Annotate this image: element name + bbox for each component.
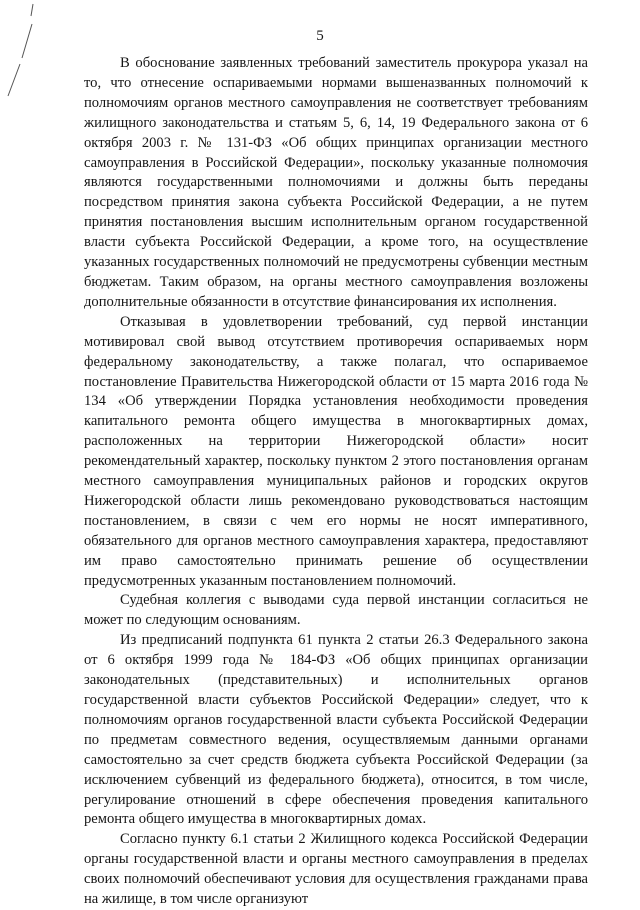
paragraph: Отказывая в удовлетворении требований, суд первой инстанции мотивировал свой вывод отсутствием противоречия оспариваемых норм федеральному законодательству, а также полагал, что оспариваемое постановление Правительства Нижегородской области от 15 марта 2016 года № 134 «Об утверждении Порядка установления необходимости проведения капитального ремонта общего имущества в многоквартирных домах, расположенных на территории Нижегородской области» носит рекомендательный характер, поскольку пунктом 2 этого постановления органам местного самоуправления муниципальных районов и городских округов Нижегородской области лишь рекомендовано руководствоваться настоящим постановлением, в связи с чем его нормы не носят императивного, обязательного для органов местного самоуправления характера, предоставляют им право самостоятельно принимать решение об осуществлении предусмотренных указанным постановлением полномочий. [84,313,588,589]
paragraph: Согласно пункту 6.1 статьи 2 Жилищного кодекса Российской Федерации органы государственной власти и органы местного самоуправления в пределах своих полномочий обеспечивают условия для осуществления гражданами права на жилище, в том числе организуют [84,831,588,908]
paragraph: Из предписаний подпункта 61 пункта 2 статьи 26.3 Федерального закона от 6 октября 1999 года № 184-ФЗ «Об общих принципах организации законодательных (представительных) и исполнительных органов государственной власти субъектов Российской Федерации» следует, что к полномочиям органов государственной власти субъекта Российской Федерации по предметам совместного ведения, осуществляемым данными органами самостоятельно за счет средств бюджета субъекта Российской Федерации (за исключением субвенций из федерального бюджета), относится, в том числе, регулирование отношений в сфере обеспечения проведения капитального ремонта общего имущества в многоквартирных домах. [84,632,588,828]
scan-margin-mark [0,0,60,110]
paragraph: В обоснование заявленных требований заместитель прокурора указал на то, что отнесение оспариваемыми нормами вышеназванных полномочий к полномочиям органов местного самоуправления не соответствует требованиям жилищного законодательства и статьям 5, 6, 14, 19 Федерального закона от 6 октября 2003 г. № 131-ФЗ «Об общих принципах организации местного самоуправления в Российской Федерации», поскольку указанные полномочия являются государственными полномочиями и должны быть переданы посредством принятия закона субъекта Российской Федерации, а не путем принятия постановления высшим исполнительным органом государственной власти субъекта Российской Федерации, а кроме того, на осуществление указанных государственных полномочий не предусмотрены субвенции местным бюджетам. Таким образом, на органы местного самоуправления возложены дополнительные обязанности в отсутствие финансирования их исполнения. [84,55,588,310]
page-number: 5 [316,28,324,44]
document-body [84,54,588,910]
paragraph: Судебная коллегия с выводами суда первой инстанции согласиться не может по следующим основаниям. [84,592,588,629]
